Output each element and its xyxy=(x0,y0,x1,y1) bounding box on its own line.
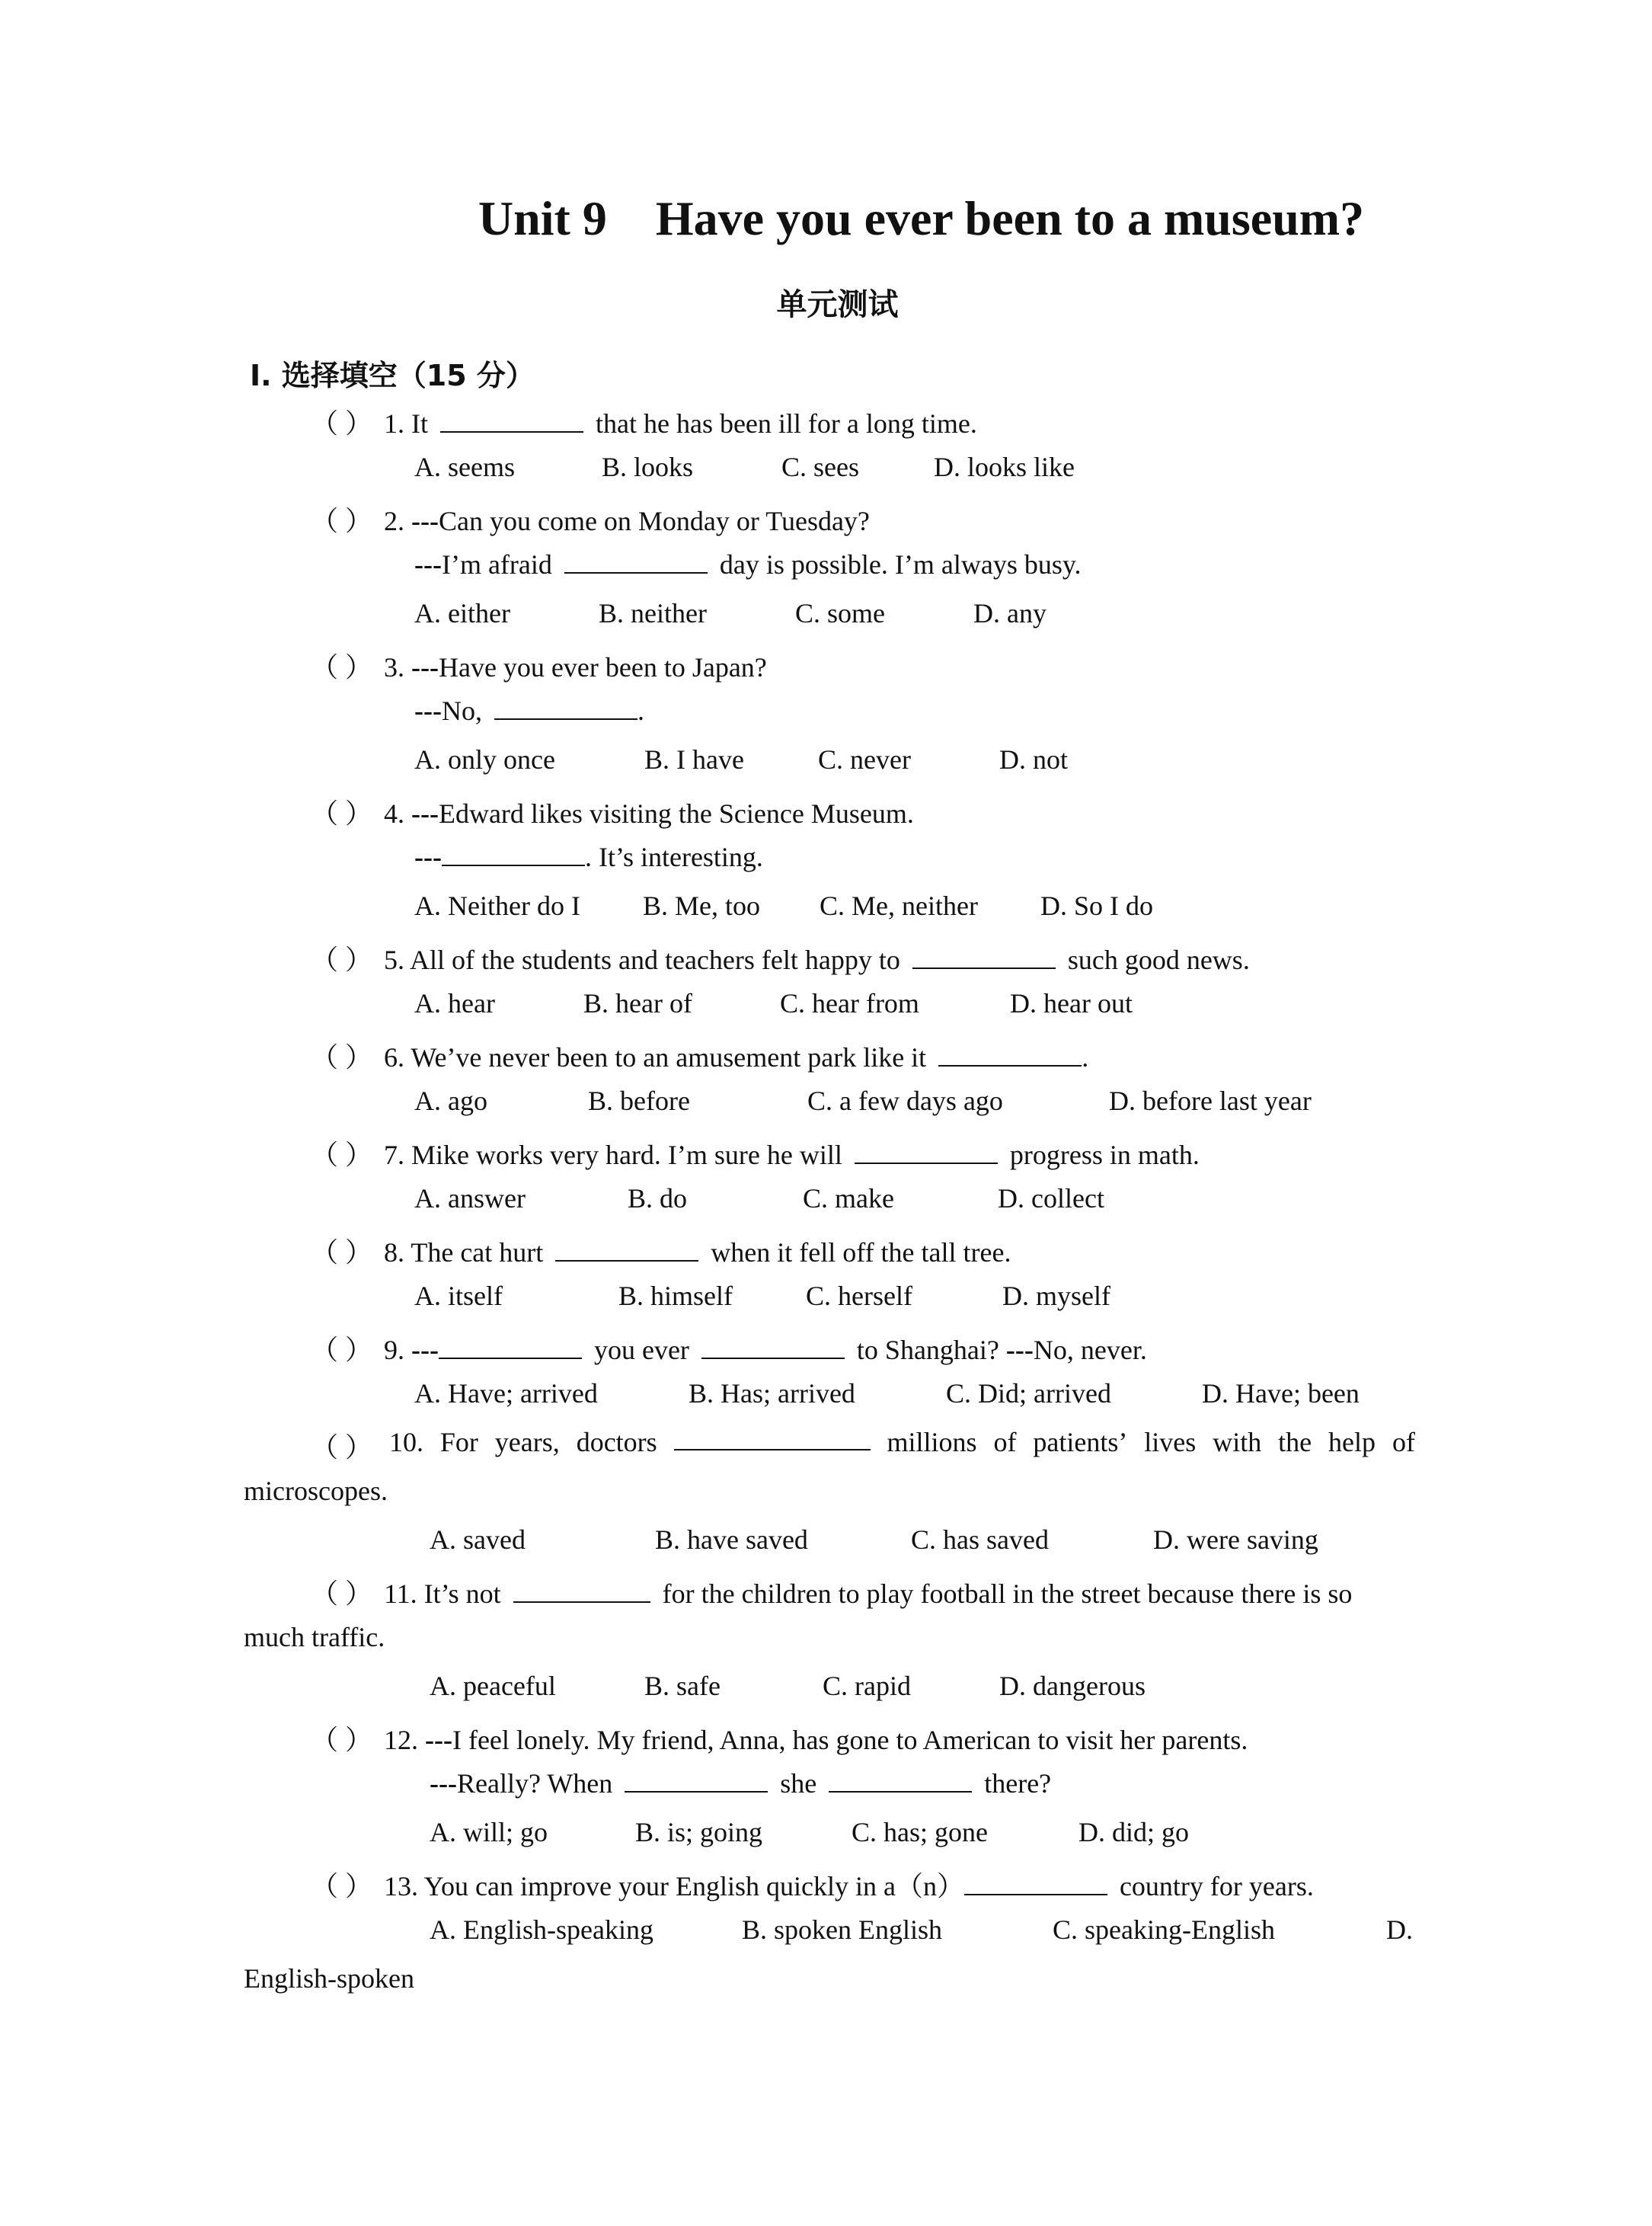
option-a[interactable]: A. only once xyxy=(414,744,555,775)
option-c[interactable]: C. sees xyxy=(781,452,859,482)
option-d[interactable]: D. any xyxy=(973,598,1046,628)
answer-paren[interactable]: （ ） xyxy=(311,1871,373,1901)
reply-text: No, never. xyxy=(1033,1335,1147,1365)
answer-blank xyxy=(855,1140,998,1164)
question-number: 3. xyxy=(384,652,404,683)
answer-blank xyxy=(912,945,1056,969)
dialogue-dash: --- xyxy=(411,506,439,536)
question-text: 6. We’ve never been to an amusement park like it xyxy=(384,1042,927,1073)
option-b[interactable]: B. is; going xyxy=(635,1817,763,1847)
question-4 xyxy=(311,792,914,831)
answer-blank xyxy=(674,1426,871,1450)
page-title: Unit 9 Have you ever been to a museum? xyxy=(478,191,1365,245)
option-b[interactable]: B. safe xyxy=(644,1671,721,1701)
question-text: to Shanghai? xyxy=(856,1335,999,1365)
option-b[interactable]: B. I have xyxy=(644,744,744,775)
option-d[interactable]: D. collect xyxy=(998,1183,1104,1214)
question-number: 2. xyxy=(384,506,404,536)
question-text: Can you come on Monday or Tuesday? xyxy=(438,506,870,536)
question-7 xyxy=(311,1134,1200,1172)
reply-text: . It’s interesting. xyxy=(584,842,763,872)
option-b[interactable]: B. do xyxy=(628,1183,688,1214)
question-word: years, xyxy=(494,1427,560,1457)
option-c[interactable]: C. speaking-English xyxy=(1053,1914,1275,1945)
option-c[interactable]: C. make xyxy=(803,1183,894,1214)
question-word: patients’ xyxy=(1033,1427,1128,1457)
option-b[interactable]: B. Me, too xyxy=(643,891,761,921)
question-11 xyxy=(311,1572,1352,1611)
option-d[interactable]: D. dangerous xyxy=(999,1671,1146,1701)
answer-blank xyxy=(701,1335,845,1359)
option-d[interactable]: D. xyxy=(1386,1914,1413,1945)
question-text: such good news. xyxy=(1067,945,1250,975)
question-13-continued: English-spoken xyxy=(244,1963,414,1994)
question-text: Edward likes visiting the Science Museum. xyxy=(438,798,914,829)
reply-text: . xyxy=(637,696,644,726)
answer-paren[interactable]: （ ） xyxy=(311,798,373,829)
question-2 xyxy=(311,500,870,539)
question-5 xyxy=(311,939,1250,977)
option-c[interactable]: C. Me, neither xyxy=(820,891,978,921)
answer-paren[interactable]: （ ） xyxy=(311,1237,373,1268)
option-a[interactable]: A. answer xyxy=(414,1183,526,1214)
option-b[interactable]: B. neither xyxy=(599,598,707,628)
question-word: For xyxy=(439,1427,478,1457)
dialogue-dash: --- xyxy=(425,1725,452,1755)
answer-paren[interactable]: （ ） xyxy=(311,1432,373,1463)
question-text: that he has been ill for a long time. xyxy=(596,408,977,439)
answer-blank xyxy=(938,1042,1082,1067)
dialogue-dash: --- xyxy=(414,842,442,872)
question-word: doctors xyxy=(576,1427,657,1457)
reply-text: she xyxy=(780,1768,817,1799)
dialogue-dash: --- xyxy=(430,1768,457,1799)
answer-paren[interactable]: （ ） xyxy=(311,1725,373,1755)
question-12-reply xyxy=(430,1767,1051,1799)
option-c[interactable]: C. hear from xyxy=(780,988,919,1019)
page-subtitle: 单元测试 xyxy=(776,287,899,322)
question-text: 11. It’s not xyxy=(384,1578,501,1609)
question-1 xyxy=(311,402,977,441)
option-a[interactable]: A. itself xyxy=(414,1281,503,1311)
question-word: millions xyxy=(887,1427,977,1457)
question-10 xyxy=(311,1426,1415,1465)
option-b[interactable]: B. before xyxy=(588,1086,690,1116)
answer-blank xyxy=(440,408,583,433)
answer-blank xyxy=(625,1768,768,1793)
option-b[interactable]: B. Has; arrived xyxy=(689,1378,855,1409)
option-b[interactable]: B. have saved xyxy=(655,1524,808,1555)
option-d[interactable]: D. Have; been xyxy=(1202,1378,1360,1409)
question-word: of xyxy=(993,1427,1017,1457)
option-b[interactable]: B. looks xyxy=(602,452,694,482)
answer-blank xyxy=(564,549,708,574)
question-8 xyxy=(311,1231,1011,1270)
question-text: for the children to play football in the street because there is so xyxy=(662,1578,1353,1609)
question-word: 10. xyxy=(388,1427,423,1457)
option-c[interactable]: C. never xyxy=(818,744,911,775)
option-a[interactable]: A. saved xyxy=(430,1524,526,1555)
question-word: with xyxy=(1213,1427,1262,1457)
dialogue-dash: --- xyxy=(411,798,439,829)
question-13 xyxy=(311,1865,1314,1904)
question-text: progress in math. xyxy=(1009,1140,1200,1170)
option-d[interactable]: D. So I do xyxy=(1040,891,1154,921)
option-c[interactable]: C. a few days ago xyxy=(807,1086,1003,1116)
option-a[interactable]: A. English-speaking xyxy=(430,1914,653,1945)
option-d[interactable]: D. were saving xyxy=(1153,1524,1318,1555)
question-text: . xyxy=(1082,1042,1089,1073)
question-3-reply xyxy=(414,695,644,727)
option-a[interactable]: A. Have; arrived xyxy=(414,1378,598,1409)
question-text: 7. Mike works very hard. I’m sure he will xyxy=(384,1140,842,1170)
dialogue-dash: --- xyxy=(1005,1335,1034,1365)
option-d[interactable]: D. looks like xyxy=(934,452,1075,482)
answer-blank xyxy=(439,1335,582,1359)
option-d[interactable]: D. before last year xyxy=(1109,1086,1312,1116)
answer-paren[interactable]: （ ） xyxy=(311,945,373,975)
question-text: 1. It xyxy=(384,408,428,439)
question-text: 8. The cat hurt xyxy=(384,1237,544,1268)
answer-paren[interactable]: （ ） xyxy=(311,506,373,536)
answer-blank xyxy=(829,1768,972,1793)
reply-text: I’m afraid xyxy=(441,549,552,580)
answer-paren[interactable]: （ ） xyxy=(311,408,373,439)
option-d[interactable]: D. not xyxy=(999,744,1068,775)
dialogue-dash: --- xyxy=(414,549,442,580)
option-c[interactable]: C. has; gone xyxy=(852,1817,988,1847)
question-6 xyxy=(311,1036,1088,1075)
option-a[interactable]: A. ago xyxy=(414,1086,487,1116)
question-text: Have you ever been to Japan? xyxy=(438,652,767,683)
answer-paren[interactable]: （ ） xyxy=(311,1140,373,1170)
question-9 xyxy=(311,1329,1147,1367)
option-c[interactable]: C. has saved xyxy=(911,1524,1049,1555)
answer-blank xyxy=(442,842,585,866)
question-4-reply xyxy=(414,841,763,873)
question-word: help xyxy=(1328,1427,1376,1457)
answer-blank xyxy=(964,1871,1107,1895)
reply-text: Really? When xyxy=(456,1768,613,1799)
question-text: 13. You can improve your English quickly in a（n） xyxy=(384,1871,964,1901)
question-text: I feel lonely. My friend, Anna, has gone to American to visit her parents. xyxy=(452,1725,1248,1755)
option-a[interactable]: A. will; go xyxy=(430,1817,548,1847)
option-c[interactable]: C. rapid xyxy=(823,1671,911,1701)
question-number: 9. xyxy=(384,1335,404,1365)
option-a[interactable]: A. hear xyxy=(414,988,495,1019)
dialogue-dash: --- xyxy=(411,1335,439,1365)
answer-blank xyxy=(494,696,637,720)
option-a[interactable]: A. peaceful xyxy=(430,1671,556,1701)
dialogue-dash: --- xyxy=(411,652,439,683)
dialogue-dash: --- xyxy=(414,696,442,726)
answer-paren[interactable]: （ ） xyxy=(311,652,373,683)
option-d[interactable]: D. hear out xyxy=(1010,988,1133,1019)
question-text: when it fell off the tall tree. xyxy=(711,1237,1011,1268)
answer-paren[interactable]: （ ） xyxy=(311,1578,373,1609)
option-b[interactable]: B. spoken English xyxy=(742,1914,943,1945)
option-c[interactable]: C. herself xyxy=(806,1281,912,1311)
option-b[interactable]: B. himself xyxy=(618,1281,733,1311)
reply-text: day is possible. I’m always busy. xyxy=(719,549,1082,580)
question-text: 5. All of the students and teachers felt happy to xyxy=(384,945,900,975)
question-11-continued: much traffic. xyxy=(244,1622,385,1652)
section-heading: Ⅰ. 选择填空（15 分） xyxy=(250,359,535,392)
option-d[interactable]: D. did; go xyxy=(1078,1817,1190,1847)
question-2-reply xyxy=(414,549,1082,580)
answer-blank xyxy=(513,1578,650,1603)
question-word: the xyxy=(1278,1427,1312,1457)
option-c[interactable]: C. some xyxy=(795,598,886,628)
option-a[interactable]: A. seems xyxy=(414,452,515,482)
question-word: lives xyxy=(1144,1427,1197,1457)
reply-text: there? xyxy=(984,1768,1052,1799)
question-number: 4. xyxy=(384,798,404,829)
question-text: you ever xyxy=(593,1335,689,1365)
answer-paren[interactable]: （ ） xyxy=(311,1335,373,1365)
option-d[interactable]: D. myself xyxy=(1002,1281,1110,1311)
question-10-continued: microscopes. xyxy=(244,1476,388,1506)
option-c[interactable]: C. Did; arrived xyxy=(946,1378,1111,1409)
answer-paren[interactable]: （ ） xyxy=(311,1042,373,1073)
question-12 xyxy=(311,1719,1248,1757)
option-a[interactable]: A. Neither do I xyxy=(414,891,580,921)
answer-blank xyxy=(555,1237,698,1262)
question-word: of xyxy=(1392,1427,1415,1457)
option-b[interactable]: B. hear of xyxy=(583,988,692,1019)
option-a[interactable]: A. either xyxy=(414,598,510,628)
question-number: 12. xyxy=(384,1725,418,1755)
reply-text: No, xyxy=(441,696,482,726)
question-text: country for years. xyxy=(1119,1871,1314,1901)
question-3 xyxy=(311,646,767,685)
